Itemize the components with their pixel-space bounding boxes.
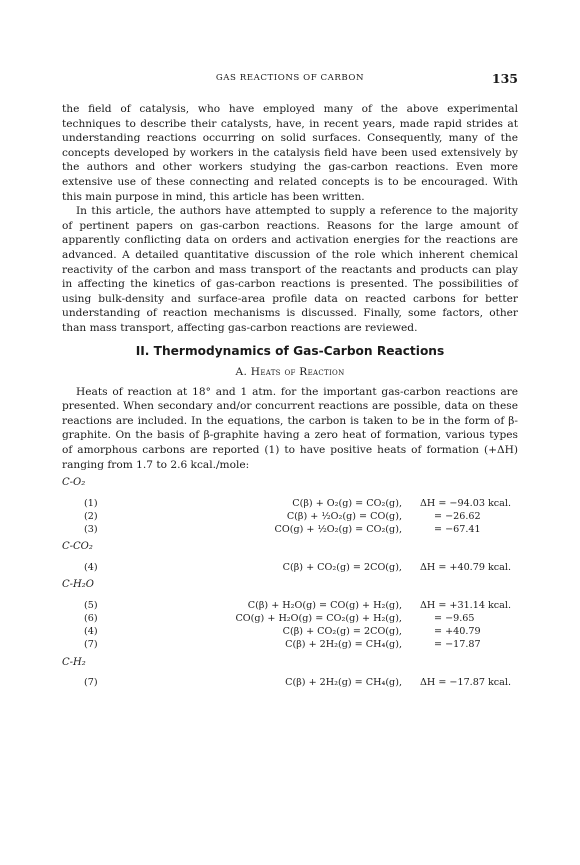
section-heading: II. Thermodynamics of Gas-Carbon Reactions (135, 343, 445, 358)
equation-value: ΔH = −17.87 kcal. (420, 677, 512, 689)
body-text (62, 102, 518, 689)
equation-value: ΔH = −94.03 kcal. (420, 497, 512, 509)
equation-number: (2) (84, 511, 98, 523)
equation-number: (6) (84, 612, 98, 624)
equation-group-c-h2 (62, 656, 518, 690)
equation-value: ΔH = +40.79 kcal. (420, 562, 512, 573)
equation-row (62, 638, 518, 651)
equation-text: C(β) + CO₂(g) = 2CO(g), (282, 562, 402, 573)
page-number: 135 (491, 71, 518, 86)
equation-text: CO(g) + H₂O(g) = CO₂(g) + H₂(g), (235, 612, 402, 624)
group-label: C-H₂O (62, 579, 94, 591)
equation-value: = −67.41 (434, 524, 481, 536)
equation-text: CO(g) + ½O₂(g) = CO₂(g), (274, 524, 402, 536)
equation-row (62, 599, 518, 612)
equation-number: (7) (84, 677, 98, 689)
paragraph-article-scope: In this article, the authors have attempted to supply a reference to the majority of pertinent papers on gas-carbon reactions. Reasons for the large amount of apparently conflicting data on orders and activation energies for the reactions are advanced. A detailed quantitative discussion of the role which inherent chemical reactivity of the carbon and mass transport of the reactants and products can play in affecting the kinetics of gas-carbon reactions is presented. The possibilities of using bulk-density and surface-area profile data on reacted carbons for better understanding of reaction mechanisms is discussed. Finally, some factors, other than mass transport, affecting gas-carbon reactions are reviewed. (62, 205, 518, 334)
equation-row (62, 612, 518, 625)
equation-number: (1) (84, 497, 98, 509)
group-label: C-H₂ (62, 656, 86, 668)
equation-value: = −9.65 (434, 612, 475, 624)
equation-row (62, 510, 518, 523)
equation-value: ΔH = +31.14 kcal. (420, 599, 512, 611)
equation-row (62, 561, 518, 574)
equation-number: (4) (84, 562, 98, 573)
equation-group-c-co2 (62, 540, 518, 574)
equation-text: C(β) + CO₂(g) = 2CO(g), (282, 626, 402, 638)
equation-number: (3) (84, 524, 98, 536)
equation-row (62, 625, 518, 638)
subsection-heading: A. Heats of Reaction (235, 366, 345, 379)
paragraph-heats-intro: Heats of reaction at 18° and 1 atm. for the important gas-carbon reactions are presented. When secondary and/or concurrent reactions are possible, data on these reactions are included. In the equations, the carbon is taken to be in the form of β-graphite. On the basis of β-graphite having a zero heat of formation, various types of amorphous carbons are reported (1) to have positive heats of formation (+ΔH) ranging from 1.7 to 2.6 kcal./mole: (62, 385, 518, 471)
equation-value: = −26.62 (434, 511, 481, 523)
equation-number: (5) (84, 599, 98, 611)
equation-row (62, 676, 518, 689)
equation-text: C(β) + H₂O(g) = CO(g) + H₂(g), (247, 599, 402, 611)
paragraph-continued: the field of catalysis, who have employed many of the above experimental techniques to describe their catalysts, have, in recent years, made rapid strides at understanding reactions occurring on solid surfaces. Consequently, many of the concepts developed by workers in the catalysis field have been used extensively by the authors and other workers studying the gas-carbon reactions. Even more extensive use of these connecting and related concepts is to be encouraged. With this main purpose in mind, this article has been written. (62, 103, 518, 203)
equation-row (62, 523, 518, 536)
equation-row (62, 497, 518, 510)
group-label: C-CO₂ (62, 541, 93, 553)
equation-text: C(β) + 2H₂(g) = CH₄(g), (285, 639, 402, 651)
equation-text: C(β) + O₂(g) = CO₂(g), (292, 497, 402, 509)
equation-number: (7) (84, 639, 98, 651)
equation-group-c-h2o (62, 578, 518, 651)
equation-value: = +40.79 (434, 626, 481, 638)
equation-text: C(β) + 2H₂(g) = CH₄(g), (285, 677, 402, 689)
equation-number: (4) (84, 626, 98, 638)
equation-group-c-o2 (62, 476, 518, 536)
equation-value: = −17.87 (434, 639, 481, 651)
running-title: GAS REACTIONS OF CARBON (215, 73, 365, 83)
group-label: C-O₂ (62, 477, 86, 489)
running-head (62, 73, 518, 89)
equation-text: C(β) + ½O₂(g) = CO(g), (286, 511, 402, 523)
